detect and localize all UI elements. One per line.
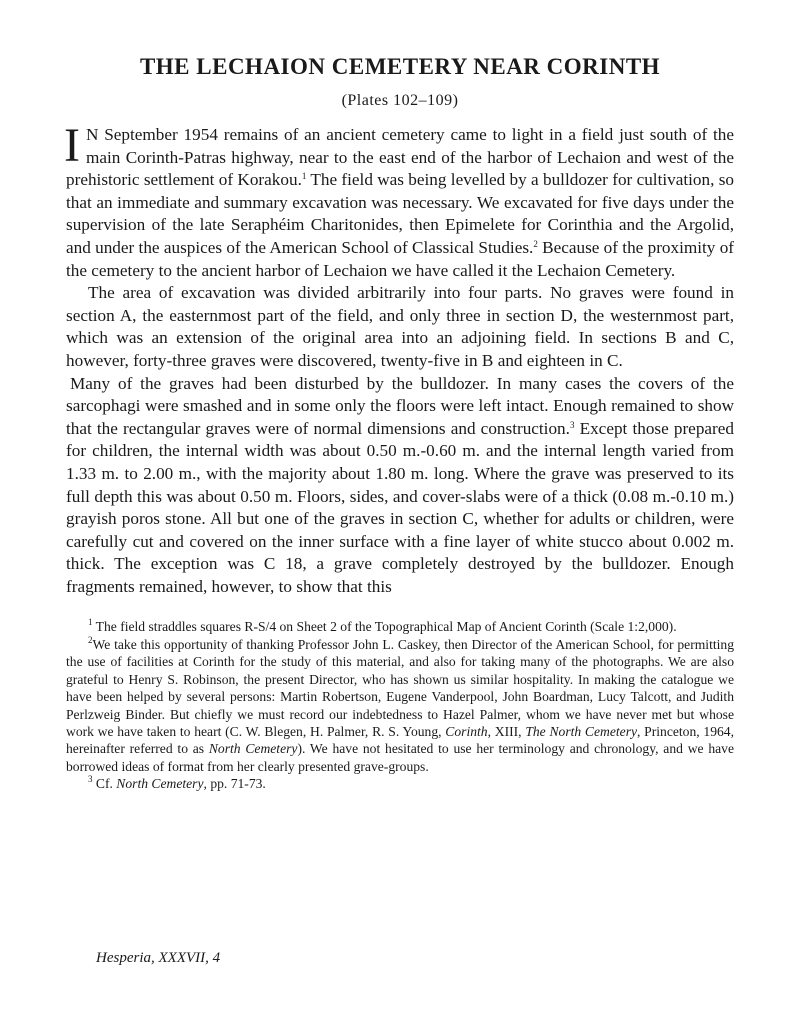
- footnote-3: [66, 775, 734, 792]
- footnote-2-north-cemetery-abbrev: North Cemetery: [208, 741, 298, 757]
- paragraph-1-text-c: Because of the proximity of the cemetery to the ancient harbor of Lechaion we have called it the Lechaion Cemetery.: [66, 237, 735, 280]
- footnote-1-mark: 1: [88, 617, 93, 628]
- paragraph-1-text-b: The field was being levelled by a bulldozer for cultivation, so that an immediate and summary excavation was necessary. We excavated for five days under the supervision of the late Seraphéim Charitonides, then Epimelete for Corinthia and the Argolid, and under the auspices of the American School of Classical Studies.: [66, 170, 734, 257]
- footnote-2-text-d: ). We have not hesitated to use her terminology and chronology, and we have borrowed ideas of format from her clearly presented grave-groups.: [66, 741, 734, 774]
- footnote-3-text-a: Cf.: [95, 776, 117, 792]
- footnotes: [66, 618, 734, 792]
- article-title: THE LECHAION CEMETERY NEAR CORINTH: [139, 54, 661, 79]
- footnote-1: [66, 618, 734, 635]
- plates-reference: (Plates 102–109): [341, 92, 459, 109]
- page: [66, 52, 734, 793]
- paragraph-2: The area of excavation was divided arbitrarily into four parts. No graves were found in section A, the easternmost part of the field, and only three in section D, the westernmost part, which was an extension of the original area into an adjoining field. In sections B and C, however, forty-three graves were discovered, twenty-five in B and eighteen in C.: [66, 283, 734, 370]
- article-body: [64, 119, 735, 598]
- footnote-2-text-c: , Princeton, 1964, hereinafter referred to as: [66, 723, 734, 757]
- footnote-3-north-cemetery: North Cemetery: [116, 776, 204, 792]
- footnote-ref-3[interactable]: 3: [569, 419, 575, 430]
- footnote-2-text-b: , XIII,: [487, 723, 526, 739]
- footnote-ref-2[interactable]: 2: [533, 238, 538, 249]
- footnote-2-mark: 2: [88, 634, 93, 645]
- footnote-3-mark: 3: [88, 774, 93, 785]
- footnote-2: [66, 636, 734, 775]
- footnote-2-north-cemetery-title: The North Cemetery: [525, 723, 638, 739]
- footnote-2-text-a: We take this opportunity of thanking Professor John L. Caskey, then Director of the American School, for permitting the use of facilities at Corinth for the study of this material, and also for taking many of the photographs. We are also grateful to Henry S. Robinson, the present Director, who has shown us similar hospitality. In making the catalogue we have been helped by several persons: Martin Robertson, Eugene Vanderpool, John Boardman, Lucy Talcott, and Judith Perlzweig Binder. But chiefly we must record our indebtedness to Hazel Palmer, whom we have never met but whose work we have taken to heart (C. W. Blegen, H. Palmer, R. S. Young,: [66, 636, 734, 739]
- footnote-3-text-b: , pp. 71-73.: [203, 776, 266, 792]
- paragraph-3-text-a: Many of the graves had been disturbed by the bulldozer. In many cases the covers of the sarcophagi were smashed and in some only the floors were left intact. Enough remained to show that the rectangular graves were of normal dimensions and construction.: [66, 373, 734, 438]
- journal-signature: Hesperia, XXXVII, 4: [96, 950, 221, 966]
- footnote-ref-1[interactable]: 1: [301, 171, 307, 182]
- paragraph-3: [66, 373, 734, 599]
- paragraph-1-text-a: N September 1954 remains of an ancient cemetery came to light in a field just south of the main Corinth-Patras highway, near to the east end of the harbor of Lechaion and west of the prehistoric settlement of Korakou.: [66, 125, 734, 190]
- footnote-2-corinth: Corinth: [445, 723, 488, 739]
- paragraph-1: [64, 119, 735, 282]
- paragraph-3-text-b: Except those prepared for children, the internal width was about 0.50 m.-0.60 m. and the internal length varied from 1.33 m. to 2.00 m., with the majority about 1.80 m. long. Where the grave was preserved to its full depth this was about 0.50 m. Floors, sides, and cover-slabs were of a thick (0.08 m.-0.10 m.) grayish poros stone. All but one of the graves in section C, whether for adults or children, were carefully cut and covered on the inner surface with a fine layer of white stucco about 0.002 m. thick. The exception was C 18, a grave completely destroyed by the bulldozer. Enough fragments remained, however, to show that this: [66, 418, 734, 596]
- drop-cap: I: [64, 119, 80, 172]
- footnote-1-text: The field straddles squares R-S/4 on Sheet 2 of the Topographical Map of Ancient Corinth (Scale 1:2,000).: [95, 619, 677, 635]
